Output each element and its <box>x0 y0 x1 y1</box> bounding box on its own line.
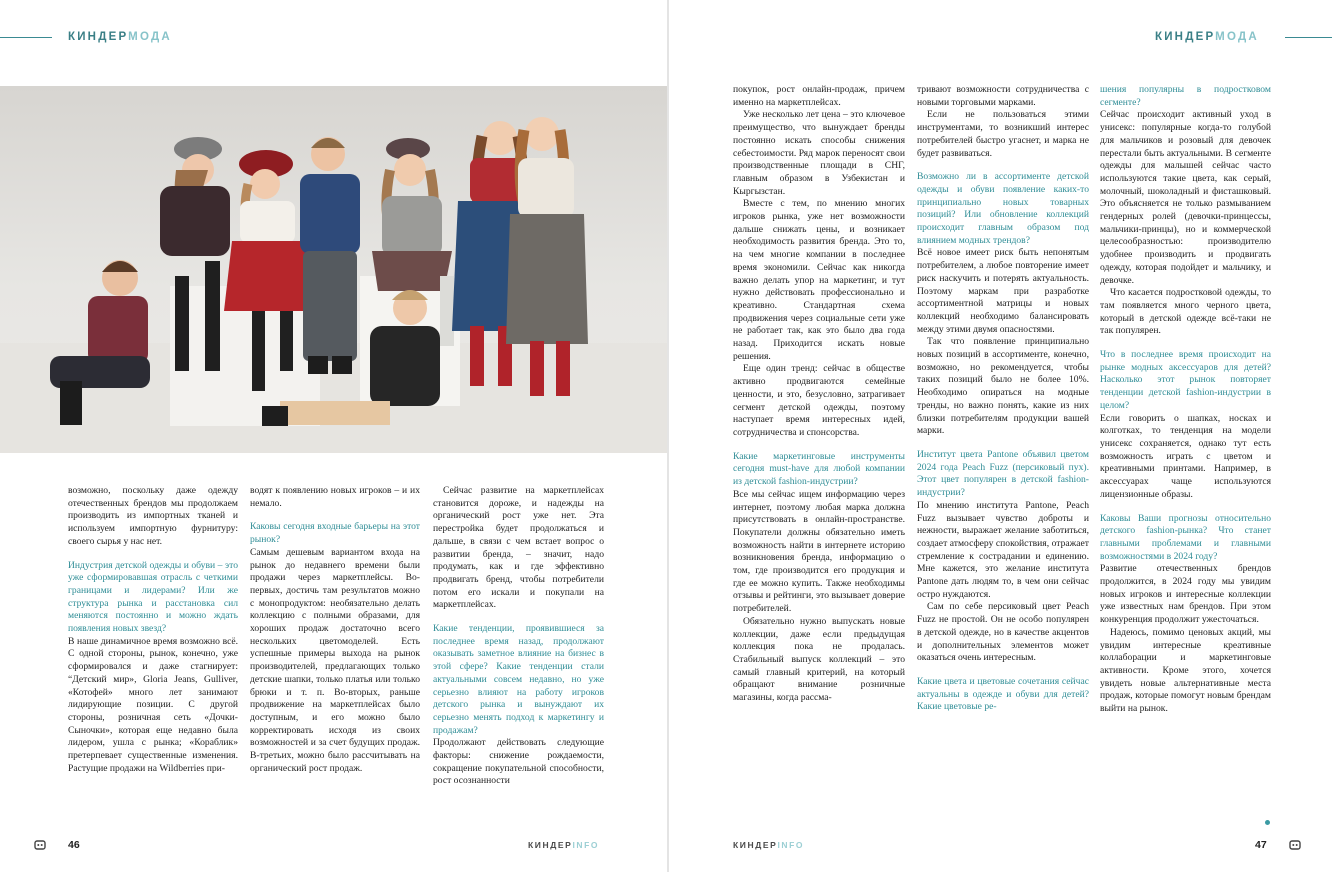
right-column-2 <box>917 84 1089 714</box>
right-column-3 <box>1100 84 1271 716</box>
paragraph: Вместе с тем, по мнению многих игроков рынка, уже нет возможности дальше снижать цены, и возникает необходимость развития бренда. Это то, на чем многие компании в последнее время экономили. Сейчас как никогда важно делать упор на маркетинг, и тут нужно действовать профессионально и креативно. Стандартная схема продвижения через социальные сети уже не работает так, как это было два года назад. Приходится искать новые решения. <box>733 198 905 362</box>
paragraph: возможно, поскольку даже одежду отечественных брендов мы продолжаем производить из импортных тканей и используем импортную фурнитуру: своего сырья у нас нет. <box>68 485 238 547</box>
question: Возможно ли в ассортименте детской одежды и обуви появление каких-то принципиально новых товарных позиций? Или обновление коллекций происходит главным образом под влиянием модных трендов? <box>917 171 1089 246</box>
right-page <box>669 0 1332 872</box>
paragraph: Самым дешевым вариантом входа на рынок до недавнего времени были продажи через маркетплейсы. Во-первых, достичь там результатов можно с монопродуктом: необязательно делать коллекцию с полными образами, для хороших продаж достаточно всего нескольких цветомоделей. Есть успешные примеры выхода на рынок производителей, предлагающих только детские шапки, только платья или только брюки и т. п. Во-вторых, раньше продвижение на маркетплейсах было доступным, и его можно было корректировать исходя из своих возможностей и за счет будущих продаж. В-третьих, можно было рассчитывать на органический рост продаж. <box>250 546 420 774</box>
question: Какие тенденции, проявившиеся за последнее время назад, продолжают оказывать заметное влияние на бизнес в этой сфере? Какие тенденции стали актуальными совсем недавно, но уже серьезно влияют на работу игроков детского рынка и вынуждают их серьезно менять подход к маркетингу и продажам? <box>433 623 604 736</box>
footer-brand-part2: INFO <box>572 840 600 850</box>
left-column-1 <box>68 485 238 775</box>
hero-photo <box>0 86 667 453</box>
children-photo-illustration <box>0 86 667 453</box>
question: Какие цвета и цветовые сочетания сейчас актуальны в одежде и обуви для детей? Какие цветовые ре- <box>917 675 1089 713</box>
paragraph: Сейчас происходит активный уход в унисекс: популярные когда-то голубой для мальчиков и розовый для девочек перестали быть актуальными. В сегменте одежды для малышей сейчас часто используются такие цвета, как серый, молочный, шоколадный и фисташковый. Это объясняется не только размыванием гендерных ролей (девочки-принцессы, мальчики-принцы), но и коммерческой целесообразностью: производителю удобнее производить и продвигать одежду, которая подойдет и мальчику, и девочке. <box>1100 109 1271 286</box>
left-column-3 <box>433 485 604 788</box>
question: Какие маркетинговые инструменты сегодня must-have для любой компании из детской fashion-индустрии? <box>733 450 905 488</box>
logo-icon <box>34 839 46 851</box>
paragraph: покупок, рост онлайн-продаж, причем именно на маркетплейсах. <box>733 84 905 108</box>
paragraph: Уже несколько лет цена – это ключевое преимущество, что вынуждает бренды постоянно искать способы снижения себестоимости. Ряд марок переносят свои производственные площади в СНГ, главным образом в Узбекистан и Кыргызстан. <box>733 109 905 197</box>
header-brand <box>1155 31 1259 43</box>
right-column-1 <box>733 84 905 705</box>
brand-part1: КИНДЕР <box>68 31 129 43</box>
paragraph: В наше динамичное время возможно всё. С одной стороны, рынок, конечно, уже сформировался и даже стагнирует: “Детский мир», Gloria Jeans, Gulliver, «Котофей» много лет занимают лидирующие позиции. С другой стороны, розничная сеть «Дочки-Сыночки», которая еще недавно была лидером, ушла с рынка; «Кораблик» претерпевает существенные изменения. Растущие продажи на Wildberries при- <box>68 635 238 774</box>
brand-part2: МОДА <box>1215 31 1259 43</box>
page-number: 47 <box>1255 839 1267 851</box>
question: шения популярны в подростковом сегменте? <box>1100 84 1271 108</box>
page-number: 46 <box>68 839 80 851</box>
paragraph: Всё новое имеет риск быть непонятым потребителем, а любое повторение имеет риск наскучить и потерять актуальность. Поэтому маркам при разработке ассортиментной матрицы и новых коллекций необходимо балансировать между этими двумя опасностями. <box>917 247 1089 335</box>
paragraph: тривают возможности сотрудничества с новыми торговыми марками. <box>917 84 1089 108</box>
header-brand <box>68 31 172 43</box>
paragraph: Все мы сейчас ищем информацию через интернет, поэтому любая марка должна присутствовать в онлайн-пространстве. Покупатели должны обязательно иметь возможность найти в интернете историю возникновения бренда, информацию о том, где производится его продукция и где ее можно купить. Также необходимы отзывы и рейтинги, это вызывает доверие потребителей. <box>733 488 905 615</box>
question: Каковы сегодня входные барьеры на этот рынок? <box>250 521 420 546</box>
paragraph: Так что появление принципиально новых позиций в ассортименте, конечно, возможно, но рекомендуется, чтобы таких позиций было не более 10%. Необходимо опираться на модные тренды, но важно понять, какие из них близки потребителям продукции вашей марки. <box>917 336 1089 437</box>
paragraph: Развитие отечественных брендов продолжится, в 2024 году мы увидим новых игроков и интересные коллекции уже известных нам брендов. При этом конкуренция продолжит ужесточаться. <box>1100 563 1271 626</box>
paragraph: Еще один тренд: сейчас в обществе активно продвигаются семейные ценности, и это, безусловно, затрагивает сегмент детской одежды, поэтому наступает время интересных идей, сотрудничества и спонсорства. <box>733 363 905 438</box>
footer-brand-part1: КИНДЕР <box>528 840 573 850</box>
header-rule <box>0 37 52 38</box>
end-of-article-dot <box>1265 820 1270 825</box>
header-rule <box>1285 37 1332 38</box>
paragraph: Сейчас развитие на маркетплейсах становится дороже, и надежды на органический рост уже нет. Эта перестройка будет продолжаться и дальше, в связи с чем встает вопрос о развитии бренда, – значит, надо продумать, как и где эффективно продвигать бренд, чтобы потребители потом его искали и покупали на маркетплейсах. <box>433 485 604 611</box>
paragraph: Если не пользоваться этими инструментами, то возникший интерес потребителей быстро угаснет, и марка не будет развиваться. <box>917 109 1089 159</box>
paragraph: Сам по себе персиковый цвет Peach Fuzz не простой. Он не особо популярен в детской одежде, но в качестве акцентов и дополнительных элементов может оказаться очень интересным. <box>917 601 1089 664</box>
brand-part1: КИНДЕР <box>1155 31 1216 43</box>
paragraph: Надеюсь, помимо ценовых акций, мы увидим интересные креативные коллаборации и маркетинговые активности. Кроме этого, хочется увидеть новые альтернативные места продаж, которые помогут новым брендам выйти на рынок. <box>1100 626 1271 715</box>
question: Индустрия детской одежды и обуви – это уже сформировавшая отрасль с четкими границами и лидерами? Или же структура рынка и расстановка сил меняются постоянно и можно ждать появления новых звезд? <box>68 559 238 635</box>
question: Что в последнее время происходит на рынке модных аксессуаров для детей? Насколько этот рынок повторяет тенденции детской fashion-индустрии в целом? <box>1100 349 1271 411</box>
logo-icon <box>1289 839 1301 851</box>
footer-brand <box>528 840 599 850</box>
brand-part2: МОДА <box>128 31 172 43</box>
paragraph: Если говорить о шапках, носках и колготках, то тенденция на модели унисекс сохраняется, однако тут есть возможность играть с цветом и креативными принтами. Например, в аксессуарах чаще используются лицензионные образы. <box>1100 412 1271 500</box>
question: Институт цвета Pantone объявил цветом 2024 года Peach Fuzz (персиковый пух). Этот цвет популярен в детской fashion-индустрии? <box>917 448 1089 499</box>
footer-brand-part2: INFO <box>777 840 805 850</box>
left-column-2 <box>250 485 420 775</box>
footer-brand <box>733 840 804 850</box>
paragraph: Обязательно нужно выпускать новые коллекции, даже если предыдущая коллекция пока не продалась. Стабильный выпуск коллекций – это самый главный критерий, на который обращают внимание розничные магазины, когда рассма- <box>733 615 905 704</box>
paragraph: Что касается подростковой одежды, то там появляется много черного цвета, который в детской одежде всё-таки не так популярен. <box>1100 287 1271 337</box>
paragraph: По мнению института Pantone, Peach Fuzz вызывает чувство доброты и нежности, выражает желание заботиться, создает атмосферу спокойствия, отражает стремление к сострадании и единению. Мне кажется, это желание института Pantone дать людям то, в чем они сейчас остро нуждаются. <box>917 499 1089 600</box>
paragraph: водят к появлению новых игроков – и их немало. <box>250 485 420 509</box>
footer-brand-part1: КИНДЕР <box>733 840 778 850</box>
paragraph: Продолжают действовать следующие факторы: снижение рождаемости, сокращение покупательной способности, рост осознанности <box>433 737 604 787</box>
question: Каковы Ваши прогнозы относительно детского fashion-рынка? Что станет главными проблемами и главными возможностями в 2024 году? <box>1100 512 1271 562</box>
